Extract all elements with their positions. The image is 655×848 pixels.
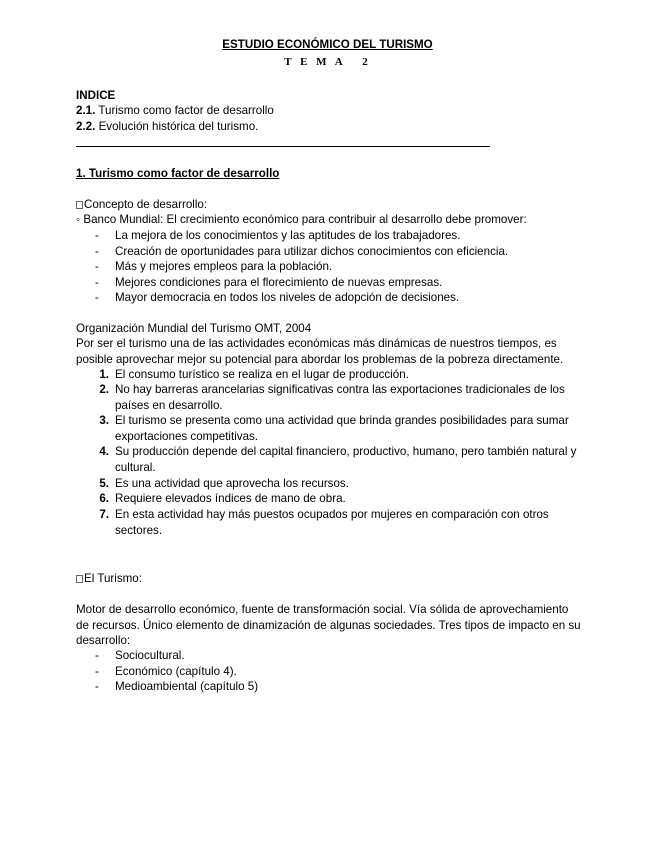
omt-intro: Por ser el turismo una de las actividades económicas más dinámicas de nuestros tiempos, es posible aprovechar mejor su potencial para abordar los problemas de la pobreza directamente. [76, 337, 564, 366]
list-item-number: 6. [99, 492, 109, 505]
section-heading: 1. Turismo como factor de desarrollo [76, 167, 280, 180]
list-item: Mayor democracia en todos los niveles de adopción de decisiones. [115, 291, 460, 304]
bullet-dash: - [95, 291, 99, 304]
index-item-text: Turismo como factor de desarrollo [95, 104, 274, 117]
tourism-label-text: El Turismo: [84, 572, 142, 585]
list-item-number: 4. [99, 445, 109, 458]
list-item: El turismo se presenta como una actividad que brinda grandes posibilidades para sumar exportaciones competitivas. [115, 414, 569, 443]
list-item-number: 5. [99, 477, 109, 490]
index-item-number: 2.1. [76, 104, 96, 117]
list-item-number: 1. [99, 368, 109, 381]
list-item: Sociocultural. [115, 649, 185, 662]
bullet-dash: - [95, 260, 99, 273]
concept-label-text: Concepto de desarrollo: [84, 198, 208, 211]
bullet-dash: - [95, 649, 99, 662]
list-item-number: 7. [99, 508, 109, 521]
list-item-number: 2. [99, 383, 109, 396]
list-item: El consumo turístico se realiza en el lugar de producción. [115, 368, 409, 381]
bullet-dash: - [95, 680, 99, 693]
list-item: Más y mejores empleos para la población. [115, 260, 333, 273]
bullet-dash: - [95, 244, 99, 258]
horizontal-rule [76, 146, 490, 147]
list-item: No hay barreras arancelarias significativas contra las exportaciones tradicionales de los países en desarrollo. [115, 383, 565, 412]
document-title: ESTUDIO ECONÓMICO DEL TURISMO [222, 38, 433, 51]
omt-title: Organización Mundial del Turismo OMT, 2004 [76, 322, 312, 335]
index-item-text: Evolución histórica del turismo. [95, 120, 259, 133]
list-item: En esta actividad hay más puestos ocupados por mujeres en comparación con otros sectores. [115, 508, 549, 537]
tourism-label [76, 571, 576, 586]
list-item: Es una actividad que aprovecha los recursos. [115, 477, 349, 490]
checkbox-glyph-icon [76, 575, 83, 583]
index-item [76, 103, 576, 118]
index-item-number: 2.2. [76, 120, 96, 133]
tourism-paragraph: Motor de desarrollo económico, fuente de transformación social. Vía sólida de aprovechamiento de recursos. Único elemento de dinamización de algunas sociedades. Tres tipos de impacto en su desarrollo: [76, 603, 581, 647]
list-item: Económico (capítulo 4). [115, 664, 237, 678]
concept-label [76, 197, 576, 212]
index-heading: INDICE [76, 89, 116, 102]
bank-line: ◦ Banco Mundial: El crecimiento económico para contribuir al desarrollo debe promover: [76, 213, 527, 226]
list-item: Su producción depende del capital financiero, productivo, humano, pero también natural y cultural. [115, 445, 577, 474]
list-item: Medioambiental (capítulo 5) [115, 680, 259, 693]
list-item: Requiere elevados índices de mano de obra. [115, 492, 346, 505]
bullet-dash: - [95, 275, 99, 289]
document-subtitle: T E M A 2 [284, 56, 371, 68]
index-item [76, 119, 576, 134]
list-item: Mejores condiciones para el florecimiento de nuevas empresas. [115, 275, 443, 289]
list-item-number: 3. [99, 414, 109, 427]
bullet-dash: - [95, 229, 99, 242]
list-item: Creación de oportunidades para utilizar dichos conocimientos con eficiencia. [115, 244, 509, 258]
checkbox-glyph-icon [76, 201, 83, 209]
bullet-dash: - [95, 664, 99, 678]
list-item: La mejora de los conocimientos y las aptitudes de los trabajadores. [115, 229, 461, 242]
